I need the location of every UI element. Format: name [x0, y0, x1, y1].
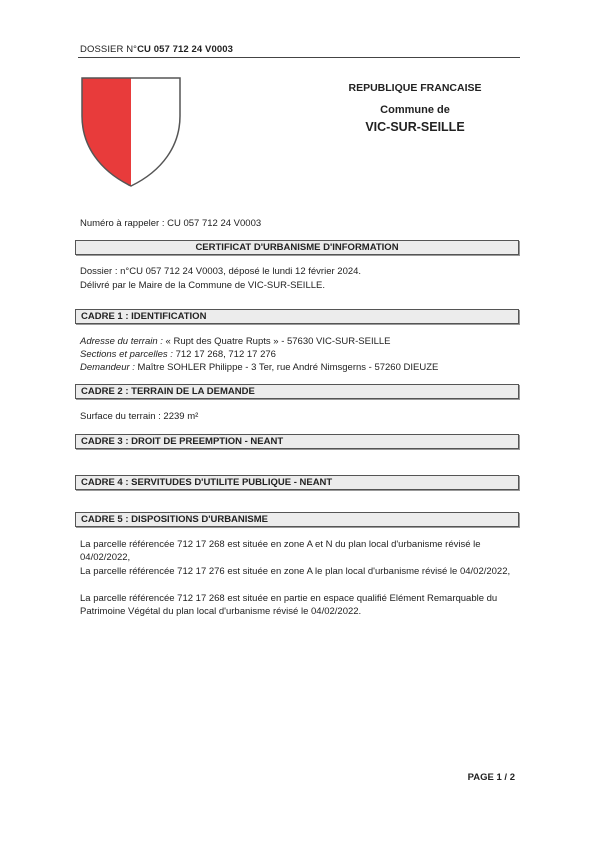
cadre2-title: CADRE 2 : TERRAIN DE LA DEMANDE [81, 386, 255, 397]
certificate-title: CERTIFICAT D'URBANISME D'INFORMATION [195, 242, 399, 253]
cadre3-box [75, 434, 519, 449]
commune-prefix: Commune de [380, 104, 450, 116]
sections-line [80, 349, 276, 360]
applicant-label: Demandeur : [80, 362, 135, 373]
applicant-value: Maître SOHLER Philippe - 3 Ter, rue André Nimsgerns - 57260 DIEUZE [134, 362, 439, 373]
cadre4-box [75, 475, 519, 490]
disposition-paragraph-1: La parcelle référencée 712 17 268 est située en zone A et N du plan local d'urbanisme révisé le 04/02/2022, [80, 539, 481, 563]
disposition-paragraph-2: La parcelle référencée 712 17 276 est située en zone A le plan local d'urbanisme révisé le 04/02/2022, [80, 566, 511, 577]
address-value: « Rupt des Quatre Rupts » - 57630 VIC-SUR-SEILLE [162, 336, 391, 347]
reference-number: Numéro à rappeler : CU 057 712 24 V0003 [80, 218, 262, 229]
cadre5-title: CADRE 5 : DISPOSITIONS D'URBANISME [81, 514, 268, 525]
republic-heading: REPUBLIQUE FRANCAISE [348, 82, 482, 94]
page-number: PAGE 1 / 2 [467, 772, 515, 783]
cadre5-box [75, 512, 519, 527]
coat-of-arms-icon [80, 76, 182, 188]
address-label: Adresse du terrain : [80, 336, 163, 347]
cadre2-box [75, 384, 519, 399]
sections-label: Sections et parcelles : [80, 349, 173, 360]
cadre4-title: CADRE 4 : SERVITUDES D'UTILITE PUBLIQUE - NEANT [81, 477, 333, 488]
cadre1-title: CADRE 1 : IDENTIFICATION [81, 311, 207, 322]
cadre1-box [75, 309, 519, 324]
header-divider [78, 57, 520, 58]
disposition-paragraph-3: La parcelle référencée 712 17 268 est située en partie en espace qualifié Elément Remarquable du Patrimoine Végétal du plan local d'urbanisme révisé le 04/02/2022. [80, 593, 498, 617]
applicant-line [80, 362, 438, 373]
dossier-label: DOSSIER N° [80, 44, 138, 55]
commune-name: VIC-SUR-SEILLE [365, 120, 465, 134]
dossier-number: CU 057 712 24 V0003 [137, 44, 233, 55]
cadre3-title: CADRE 3 : DROIT DE PREEMPTION - NEANT [81, 436, 284, 447]
surface-line: Surface du terrain : 2239 m² [80, 411, 199, 422]
dossier-header [80, 44, 233, 55]
certificate-title-box [75, 240, 519, 255]
dossier-deposit-line: Dossier : n°CU 057 712 24 V0003, déposé le lundi 12 février 2024. [80, 266, 362, 277]
issued-by-line: Délivré par le Maire de la Commune de VIC-SUR-SEILLE. [80, 280, 325, 291]
sections-value: 712 17 268, 712 17 276 [172, 349, 276, 360]
address-line [80, 336, 391, 347]
